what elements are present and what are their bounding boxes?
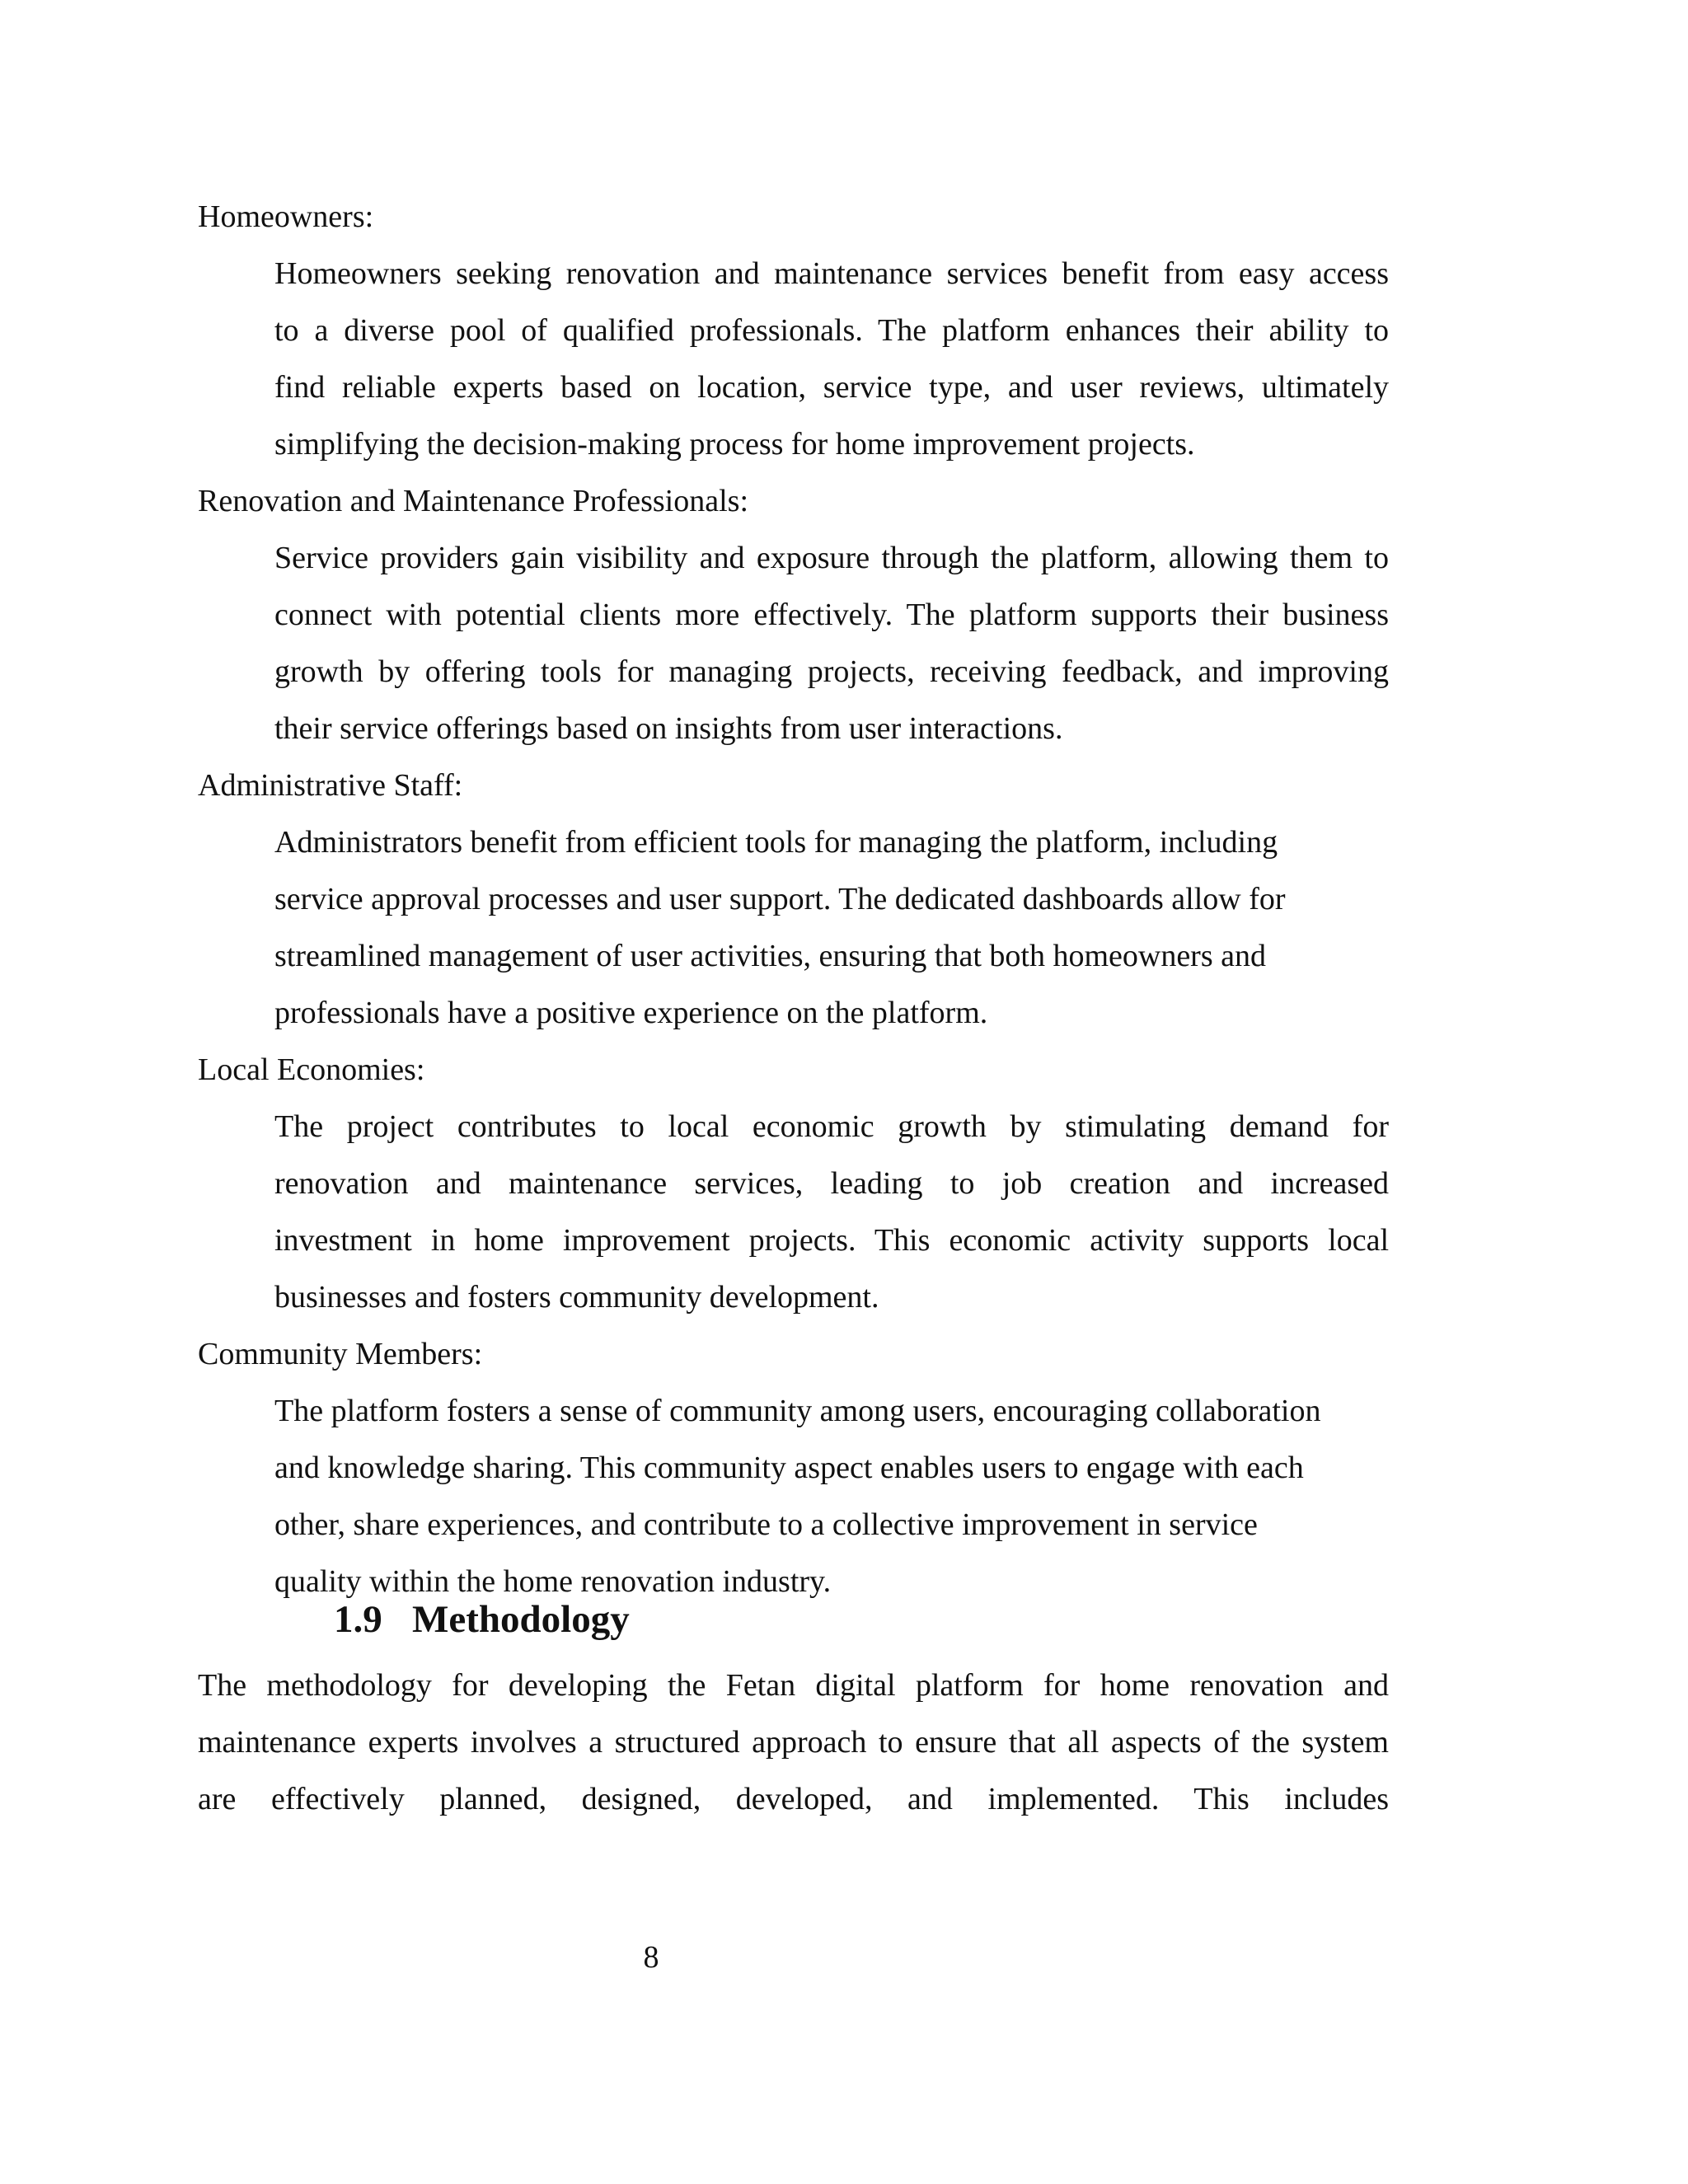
page-number: 8 [643, 1940, 659, 1975]
paragraph-line: businesses and fosters community development. [274, 1280, 879, 1315]
paragraph-line: professionals have a positive experience on the platform. [274, 996, 988, 1030]
paragraph-line: Service providers gain visibility and exposure through the platform, allowing them to [274, 541, 1389, 575]
paragraph-line: connect with potential clients more effectively. The platform supports their business [274, 598, 1389, 632]
paragraph-line: find reliable experts based on location, service type, and user reviews, ultimately [274, 370, 1389, 405]
paragraph-line: The project contributes to local economic growth by stimulating demand for [274, 1109, 1389, 1144]
section-label-local-economies: Local Economies: [198, 1052, 425, 1087]
paragraph-line: renovation and maintenance services, leading to job creation and increased [274, 1166, 1389, 1201]
paragraph-line: to a diverse pool of qualified professionals. The platform enhances their ability to [274, 313, 1389, 348]
section-title: Methodology [412, 1598, 630, 1641]
section-heading-methodology [334, 1596, 630, 1643]
paragraph-line: quality within the home renovation industry. [274, 1564, 832, 1599]
paragraph-line: streamlined management of user activities, ensuring that both homeowners and [274, 939, 1266, 973]
paragraph-line: growth by offering tools for managing projects, receiving feedback, and improving [274, 654, 1389, 689]
paragraph-line: investment in home improvement projects. This economic activity supports local [274, 1223, 1389, 1258]
paragraph-line: The methodology for developing the Fetan digital platform for home renovation and [198, 1668, 1389, 1703]
paragraph-line: maintenance experts involves a structured approach to ensure that all aspects of the system [198, 1725, 1389, 1760]
section-label-administrative-staff: Administrative Staff: [198, 768, 463, 803]
paragraph-line: Homeowners seeking renovation and maintenance services benefit from easy access [274, 256, 1389, 291]
paragraph-line: service approval processes and user support. The dedicated dashboards allow for [274, 882, 1286, 916]
section-label-community-members: Community Members: [198, 1337, 483, 1371]
paragraph-line: The platform fosters a sense of community among users, encouraging collaboration [274, 1394, 1321, 1428]
section-label-professionals: Renovation and Maintenance Professionals: [198, 484, 749, 518]
section-number: 1.9 [334, 1598, 382, 1641]
paragraph-line: Administrators benefit from efficient tools for managing the platform, including [274, 825, 1278, 860]
paragraph-line: and knowledge sharing. This community aspect enables users to engage with each [274, 1451, 1304, 1485]
paragraph-line: simplifying the decision-making process for home improvement projects. [274, 427, 1195, 462]
section-label-homeowners: Homeowners: [198, 199, 374, 234]
paragraph-line: other, share experiences, and contribute to a collective improvement in service [274, 1507, 1258, 1542]
paragraph-line: their service offerings based on insights from user interactions. [274, 711, 1063, 746]
paragraph-line: are effectively planned, designed, developed, and implemented. This includes [198, 1782, 1389, 1816]
